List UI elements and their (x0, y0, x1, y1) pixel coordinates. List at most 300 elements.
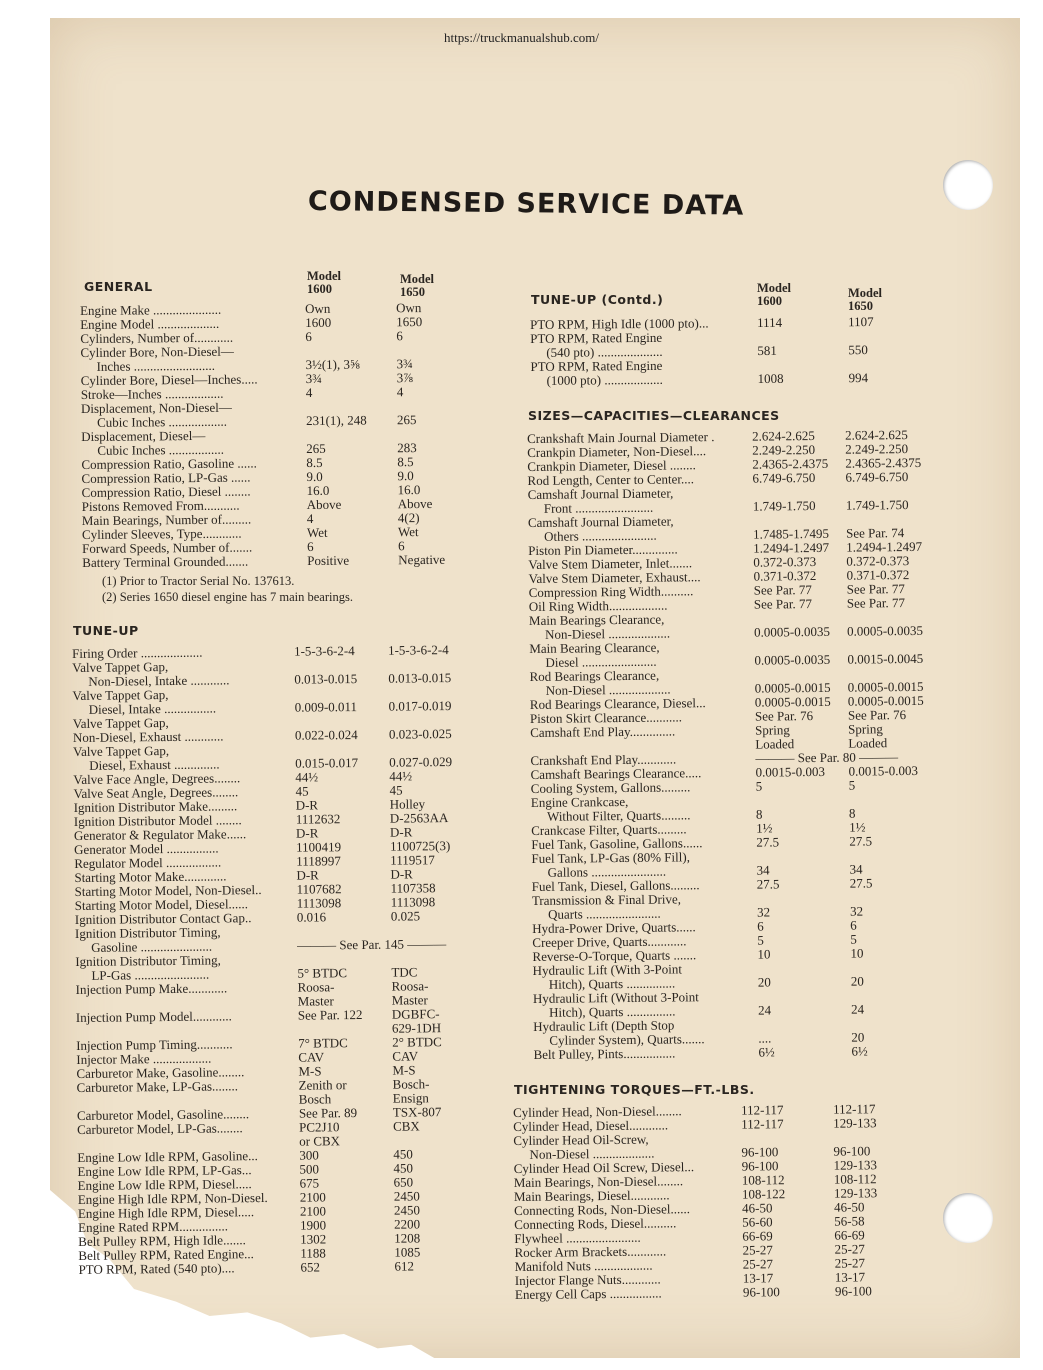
row-value-1600: 1.2494-1.2497 (753, 539, 830, 556)
row-label: Main Bearings, Number of......... (81, 511, 252, 528)
row-label: Cylinder System), Quarts....... (549, 1031, 705, 1048)
row-label: Forward Speeds, Number of....... (82, 539, 253, 556)
row-value-1650: 129-133 (833, 1185, 878, 1201)
row-value-1650: Above (397, 495, 433, 512)
row-value-1650: 2450 (393, 1188, 420, 1204)
row-value-1600: 112-117 (741, 1116, 784, 1132)
row-label: Fuel Tank, Gasoline, Gallons...... (531, 835, 703, 852)
row-label: Quarts ....................... (547, 905, 661, 922)
row-value-1650: 0.0015-0.003 (848, 762, 918, 779)
row-value-1650: 450 (393, 1146, 413, 1162)
row-value-1600: 0.009-0.011 (294, 699, 358, 715)
row-value-1600: 2100 (299, 1189, 326, 1205)
row-value-1650: 1208 (394, 1230, 421, 1246)
general-note-2: (2) Series 1650 diesel engine has 7 main bearings. (102, 590, 353, 604)
row-value-1600: 6 (307, 538, 314, 555)
row-label: Cylinder Head, Non-Diesel........ (512, 1103, 682, 1120)
row-value-1600: 34 (756, 862, 770, 878)
row-label: Non-Diesel ................... (529, 1145, 655, 1162)
row-label: Ignition Distributor Model ........ (73, 812, 242, 829)
row-label: Connecting Rods, Non-Diesel...... (514, 1201, 691, 1218)
row-value-1650: See Par. 77 (846, 581, 905, 597)
row-label: Engine Low Idle RPM, Diesel..... (77, 1176, 252, 1193)
row-label: Cylinder Head Oil Screw, Diesel... (513, 1159, 695, 1176)
row-value-1600: 27.5 (756, 876, 780, 892)
row-label: Hitch), Quarts ............... (548, 1003, 676, 1020)
row-label: Hydra-Power Drive, Quarts...... (532, 919, 696, 936)
row-label: Without Filter, Quarts......... (546, 807, 691, 824)
row-value-1600: See Par. 89 (298, 1105, 358, 1121)
row-value-1600: 1.749-1.750 (752, 497, 816, 514)
row-label: Carburetor Model, Gasoline........ (76, 1106, 250, 1123)
row-label: Engine Low Idle RPM, LP-Gas... (77, 1162, 252, 1179)
row-value-1600: ——— See Par. 145 ——— (297, 936, 447, 953)
row-value-1600: 1113098 (296, 895, 342, 911)
row-value-1600: 2.624-2.625 (751, 427, 815, 444)
row-label: Valve Stem Diameter, Exhaust.... (528, 569, 701, 586)
row-value-1600: 32 (756, 904, 771, 920)
row-value-1600: 6.749-6.750 (752, 469, 816, 486)
row-value-1650: 1100725(3) (390, 838, 451, 854)
row-label: Cylinder Bore, Non-Diesel— (80, 343, 234, 360)
row-label: Valve Tappet Gap, (72, 686, 169, 703)
row-value-1600: 96-100 (741, 1158, 779, 1174)
row-value-1600: 0.016 (296, 909, 327, 925)
row-value-1600: D-R (295, 825, 319, 841)
row-value-1600: or CBX (299, 1133, 341, 1149)
row-value-1600: 1112632 (295, 811, 341, 827)
row-value-1650: 1107 (847, 314, 874, 330)
row-value-1650: 45 (389, 782, 403, 798)
row-label: Cubic Inches .................. (96, 413, 228, 430)
row-value-1650: D-2563AA (389, 810, 449, 826)
row-value-1650: D-R (389, 824, 413, 840)
row-value-1600: D-R (295, 797, 319, 813)
row-label: Energy Cell Caps ................ (514, 1285, 662, 1302)
row-value-1600: 1008 (757, 370, 784, 387)
row-value-1600: 0.0005-0.0015 (754, 693, 831, 710)
row-label: Camshaft Bearings Clearance..... (530, 765, 702, 782)
row-value-1600: 6 (305, 328, 312, 345)
row-label: Ignition Distributor Timing, (75, 952, 221, 969)
row-value-1650: 46-50 (833, 1199, 865, 1215)
row-value-1600: 1½ (756, 820, 773, 836)
page-title: CONDENSED SERVICE DATA (307, 186, 745, 222)
row-label: Rocker Arm Brackets............ (514, 1243, 667, 1260)
binder-hole-top (943, 160, 993, 210)
row-value-1600: 3½(1), 3⅝ (305, 356, 360, 373)
row-label: Cylinder Bore, Diesel—Inches..... (80, 371, 258, 388)
row-value-1600: ——— See Par. 80 ——— (755, 749, 899, 766)
row-value-1650: Own (395, 300, 422, 316)
row-value-1650: 6 (850, 917, 857, 933)
row-value-1600: Spring (755, 722, 790, 738)
row-value-1650: 0.0005-0.0035 (847, 622, 924, 639)
row-value-1600: Above (306, 496, 342, 513)
row-value-1650: 8.5 (397, 454, 414, 470)
row-value-1600: 0.013-0.015 (294, 671, 358, 687)
row-value-1650: 129-133 (833, 1157, 878, 1173)
row-value-1600: 1114 (756, 314, 783, 331)
row-label: Transmission & Final Drive, (531, 891, 682, 908)
row-value-1650: 2° BTDC (392, 1034, 442, 1050)
row-value-1650: CBX (392, 1118, 420, 1134)
row-value-1600: See Par. 76 (754, 708, 814, 724)
row-value-1600: 0.372-0.373 (753, 553, 817, 570)
row-label: Displacement, Diesel— (81, 427, 206, 444)
row-value-1600: 1100419 (296, 839, 342, 855)
row-value-1650: Spring (848, 721, 883, 737)
row-value-1650: 96-100 (833, 1143, 871, 1159)
row-label: (540 pto) .................... (546, 343, 663, 360)
row-value-1650: 8 (848, 805, 856, 821)
row-label: Injection Pump Model............ (75, 1008, 232, 1025)
row-label: Valve Tappet Gap, (72, 658, 169, 675)
row-value-1650: 1107358 (390, 880, 436, 896)
row-label: Camshaft End Play.............. (530, 723, 676, 740)
row-value-1650: 16.0 (397, 482, 421, 498)
row-value-1650: Roosa- (391, 978, 429, 994)
row-label: Compression Ratio, Diesel ........ (81, 483, 251, 500)
row-value-1600: 20 (757, 974, 771, 990)
row-value-1600: PC2J10 (298, 1119, 340, 1135)
row-value-1650: 2.249-2.250 (845, 441, 909, 457)
row-value-1650: Bosch- (392, 1076, 430, 1092)
row-label: Valve Seat Angle, Degrees........ (73, 784, 239, 801)
row-value-1650: 0.013-0.015 (388, 670, 452, 686)
row-value-1600: 8.5 (306, 454, 323, 471)
row-value-1650: 0.027-0.029 (389, 754, 453, 770)
row-value-1600: 581 (757, 342, 777, 359)
row-value-1600: See Par. 77 (753, 596, 813, 612)
row-value-1650: TDC (391, 964, 418, 980)
row-value-1650: TSX-807 (392, 1104, 442, 1120)
row-value-1650: 20 (850, 973, 864, 989)
row-value-1650: 108-112 (833, 1171, 877, 1187)
row-label: Connecting Rods, Diesel.......... (514, 1215, 677, 1232)
row-value-1650: 66-69 (834, 1227, 865, 1243)
row-value-1650: 6.749-6.750 (845, 469, 909, 485)
row-value-1650: 20 (851, 1029, 865, 1045)
row-label: Main Bearings, Diesel............ (513, 1187, 670, 1204)
row-label: Carburetor Make, LP-Gas........ (76, 1078, 239, 1095)
row-value-1600: 0.371-0.372 (753, 567, 817, 584)
row-value-1650: 550 (848, 342, 868, 358)
row-value-1650: 1650 (396, 314, 423, 330)
row-value-1600: 9.0 (306, 468, 323, 485)
row-value-1650: 1119517 (390, 852, 435, 868)
row-label: Starting Motor Make............. (74, 868, 227, 885)
row-label: LP-Gas ....................... (91, 966, 210, 983)
row-value-1650: 129-133 (833, 1115, 877, 1131)
sizes-table (527, 428, 934, 1062)
row-label: Cubic Inches ................. (97, 441, 225, 458)
section-tuneup-contd-heading: TUNE-UP (Contd.) (531, 292, 664, 307)
row-label: Creeper Drive, Quarts............ (532, 933, 687, 950)
row-label: Cylinder Head, Diesel............ (513, 1117, 669, 1134)
row-label: Carburetor Make, Gasoline........ (76, 1064, 245, 1081)
row-value-1600: 1118997 (296, 853, 341, 869)
row-value-1600: 4 (305, 384, 313, 401)
row-value-1600: Zenith or (298, 1077, 347, 1093)
contd-model-1600-header: Model 1600 (757, 281, 792, 308)
row-value-1650: Holley (389, 796, 426, 812)
row-value-1600: 500 (299, 1161, 320, 1177)
row-label: PTO RPM, Rated Engine (530, 329, 663, 346)
row-value-1600: 66-69 (742, 1228, 773, 1244)
row-value-1650: 2.4365-2.4375 (845, 454, 922, 471)
row-label: Main Bearings Clearance, (528, 611, 665, 628)
tuneup-table (72, 643, 479, 1277)
row-value-1600: 1.7485-1.7495 (753, 525, 830, 542)
row-value-1650: 27.5 (849, 833, 873, 849)
row-label: Hitch), Quarts ............... (548, 975, 676, 992)
row-value-1600: Master (297, 993, 334, 1009)
row-value-1600: 1107682 (296, 881, 342, 897)
row-value-1600: 231(1), 248 (305, 412, 367, 429)
row-value-1600: 96-100 (742, 1284, 780, 1300)
row-value-1600: 0.015-0.017 (295, 755, 359, 771)
row-value-1600: 300 (299, 1147, 319, 1163)
row-value-1650: 450 (393, 1160, 414, 1176)
row-label: Cooling System, Gallons......... (530, 779, 691, 796)
row-label: Regulator Model ................. (74, 854, 222, 871)
general-table (80, 301, 462, 570)
row-value-1650: 5 (850, 931, 857, 947)
row-value-1650: 283 (397, 440, 417, 456)
row-value-1650: M-S (392, 1062, 416, 1078)
row-label: Gallons ....................... (547, 863, 667, 880)
row-value-1600: See Par. 77 (753, 582, 812, 598)
row-label: Engine High Idle RPM, Diesel..... (77, 1204, 255, 1221)
row-value-1600: 265 (306, 440, 326, 457)
row-value-1650: Wet (397, 524, 419, 540)
row-label: Engine Make ..................... (79, 301, 222, 318)
row-label: Valve Face Angle, Degrees........ (73, 770, 241, 787)
row-label: Compression Ring Width.......... (528, 583, 694, 600)
row-value-1600: 652 (300, 1259, 321, 1275)
row-label: Engine High Idle RPM, Non-Diesel. (77, 1189, 268, 1207)
row-label: Front ........................ (543, 499, 654, 516)
row-label: Fuel Tank, LP-Gas (80% Fill), (531, 849, 690, 866)
row-label: Belt Pulley, Pints................ (533, 1045, 676, 1062)
row-label: Carburetor Model, LP-Gas........ (76, 1120, 243, 1137)
row-value-1650: 25-27 (834, 1241, 865, 1257)
row-value-1600: 675 (299, 1175, 320, 1191)
row-value-1650: See Par. 76 (847, 707, 907, 723)
row-value-1600: CAV (298, 1049, 325, 1065)
row-label: Engine Rated RPM............... (78, 1218, 229, 1235)
row-value-1650: 6 (398, 538, 405, 554)
row-value-1600: 5° BTDC (297, 965, 348, 981)
row-value-1650: Master (391, 992, 428, 1008)
row-value-1650: 1.2494-1.2497 (846, 538, 923, 555)
row-value-1650: 1.749-1.750 (845, 497, 909, 513)
row-label: Cylinder Head Oil-Screw, (513, 1131, 649, 1148)
row-label: Starting Motor Model, Non-Diesel.. (74, 882, 262, 899)
row-value-1600: See Par. 122 (297, 1006, 363, 1023)
row-value-1650: D-R (390, 866, 413, 882)
row-value-1650: 34 (849, 861, 863, 877)
row-value-1600: Roosa- (297, 979, 335, 995)
row-value-1650: 112-117 (832, 1101, 876, 1117)
row-value-1650: 1085 (394, 1244, 421, 1260)
row-value-1600: .... (758, 1030, 772, 1046)
row-label: Inches ......................... (96, 357, 216, 374)
row-label: Camshaft Journal Diameter, (527, 485, 674, 502)
row-label: Belt Pulley RPM, Rated Engine... (78, 1246, 254, 1263)
row-value-1600: 2100 (299, 1203, 326, 1219)
row-value-1650: 25-27 (834, 1255, 866, 1271)
row-value-1650: 44½ (389, 768, 413, 784)
row-label: Diesel ....................... (545, 653, 657, 670)
row-label: Non-Diesel, Exhaust ............ (72, 728, 224, 745)
row-value-1650: 0.372-0.373 (846, 553, 910, 569)
row-value-1650: 612 (394, 1258, 415, 1274)
row-value-1600: 4 (306, 510, 314, 527)
row-label: Non-Diesel ................... (545, 681, 671, 698)
row-label: Injector Flange Nuts............ (514, 1271, 661, 1288)
row-value-1650: 13-17 (834, 1269, 866, 1285)
row-label: PTO RPM, Rated Engine (530, 357, 663, 374)
row-label: Engine Low Idle RPM, Gasoline... (77, 1148, 258, 1165)
row-value-1600: 5 (755, 778, 763, 794)
row-value-1650: 3⅞ (396, 370, 413, 386)
row-value-1650: 10 (850, 945, 864, 961)
row-value-1650: 2450 (393, 1202, 420, 1218)
row-label: PTO RPM, Rated (540 pto).... (78, 1260, 235, 1277)
row-label: (1000 pto) .................. (546, 371, 663, 388)
row-label: Ignition Distributor Contact Gap.. (74, 910, 252, 927)
row-value-1650: 9.0 (397, 468, 414, 484)
row-label: Generator & Regulator Make...... (73, 826, 247, 843)
row-value-1600: 6 (757, 918, 764, 934)
contd-model-1650-header: Model 1650 (848, 286, 883, 313)
row-label: Starting Motor Model, Diesel...... (74, 896, 249, 913)
row-label: Stroke—Inches .................. (80, 385, 224, 402)
row-value-1600: 0.0015-0.003 (755, 763, 825, 780)
row-value-1650: 1113098 (390, 894, 436, 910)
row-value-1650: See Par. 77 (846, 595, 906, 611)
row-value-1600: Loaded (755, 736, 795, 752)
row-label: Belt Pulley RPM, High Idle....... (78, 1232, 246, 1249)
row-value-1650: 650 (393, 1174, 414, 1190)
row-value-1650: See Par. 74 (845, 525, 905, 541)
row-label: Valve Tappet Gap, (72, 714, 169, 731)
row-label: Manifold Nuts .................. (514, 1257, 653, 1274)
row-label: Cylinders, Number of............ (80, 329, 234, 346)
row-value-1600: 45 (295, 783, 309, 799)
row-label: Generator Model ................ (74, 840, 219, 857)
row-value-1600: 0.0005-0.0035 (754, 651, 831, 668)
row-label: Engine Crankcase, (530, 793, 629, 810)
source-url[interactable]: https://truckmanualshub.com/ (444, 30, 599, 45)
row-value-1600: 16.0 (306, 482, 330, 499)
row-value-1650: 1½ (849, 819, 866, 835)
row-label: Valve Tappet Gap, (73, 742, 170, 759)
row-label: Ignition Distributor Timing, (74, 924, 221, 941)
row-value-1650: 0.017-0.019 (388, 698, 452, 714)
row-value-1600: M-S (298, 1063, 322, 1079)
row-value-1650: 24 (850, 1001, 865, 1017)
row-value-1650: 6 (396, 328, 403, 344)
general-model-1650-header: Model 1650 (400, 272, 435, 299)
row-value-1650: 27.5 (849, 875, 873, 891)
row-value-1600: 1-5-3-6-2-4 (293, 643, 355, 659)
row-value-1650: 4 (396, 384, 404, 400)
row-value-1600: 96-100 (741, 1144, 779, 1160)
row-value-1600: 6½ (758, 1044, 775, 1060)
row-label: Cylinder Sleeves, Type............ (81, 525, 242, 542)
row-value-1650: 0.023-0.025 (388, 726, 452, 742)
row-label: Others ....................... (544, 527, 657, 544)
row-label: Crankshaft Main Journal Diameter . (526, 429, 715, 446)
row-value-1650: 2200 (393, 1216, 421, 1232)
row-value-1600: 56-60 (742, 1214, 773, 1230)
row-value-1600: 27.5 (756, 834, 780, 850)
row-label: Non-Diesel, Intake ............ (88, 672, 230, 689)
row-label: Piston Skirt Clearance........... (529, 709, 683, 726)
row-label: Gasoline ...................... (91, 938, 213, 955)
row-value-1650: Ensign (392, 1090, 429, 1106)
binder-hole-bottom (943, 1193, 993, 1243)
row-label: Diesel, Exhaust .............. (89, 756, 220, 773)
general-model-1600-header: Model 1600 (307, 269, 342, 296)
row-label: Hydraulic Lift (With 3-Point (532, 961, 683, 978)
row-value-1600: 46-50 (742, 1200, 773, 1216)
row-value-1650: 56-58 (834, 1213, 865, 1229)
row-value-1650: Loaded (848, 735, 888, 751)
row-label: Battery Terminal Grounded....... (82, 553, 249, 570)
row-value-1600: 1600 (305, 314, 332, 331)
row-label: Main Bearing Clearance, (529, 639, 660, 656)
row-label: Injector Make .................. (76, 1050, 212, 1067)
row-label: Hydraulic Lift (Depth Stop (533, 1017, 675, 1034)
row-value-1650: 629-1DH (391, 1020, 442, 1036)
row-value-1650: CAV (392, 1048, 419, 1064)
row-label: Engine Model ................... (80, 315, 220, 332)
row-value-1650: 5 (848, 777, 856, 793)
row-label: Injection Pump Make............ (75, 980, 228, 997)
row-value-1650: 994 (848, 370, 869, 386)
row-value-1600: 5 (757, 932, 764, 948)
row-value-1600: Own (304, 300, 331, 317)
row-label: Firing Order ................... (71, 644, 203, 661)
row-value-1600: 108-122 (741, 1186, 786, 1202)
row-value-1650: 0.0005-0.0015 (847, 678, 924, 695)
row-value-1650: 1-5-3-6-2-4 (387, 642, 449, 658)
row-value-1600: Bosch (298, 1091, 332, 1107)
row-label: Crankshaft End Play............ (530, 751, 677, 768)
row-label: Injection Pump Timing........... (76, 1036, 233, 1053)
row-value-1650: 6½ (851, 1043, 868, 1059)
row-label: Ignition Distributor Make......... (73, 798, 238, 815)
row-label: Displacement, Non-Diesel— (80, 399, 232, 416)
row-value-1600: 24 (757, 1002, 772, 1018)
row-value-1650: 265 (396, 412, 417, 428)
row-value-1650: 0.0005-0.0015 (847, 692, 924, 709)
row-label: Piston Pin Diameter.............. (528, 541, 678, 558)
row-value-1600: 3¾ (305, 370, 322, 387)
row-label: Reverse-O-Torque, Quarts ....... (532, 947, 697, 964)
row-value-1600: 25-27 (742, 1256, 774, 1272)
row-value-1650: 96-100 (834, 1283, 872, 1299)
row-label: Crankcase Filter, Quarts......... (531, 821, 687, 838)
row-value-1600: 10 (757, 946, 771, 962)
row-value-1600: D-R (296, 867, 319, 883)
tuneup-contd-table (530, 315, 911, 388)
row-label: Hydraulic Lift (Without 3-Point (532, 989, 699, 1006)
